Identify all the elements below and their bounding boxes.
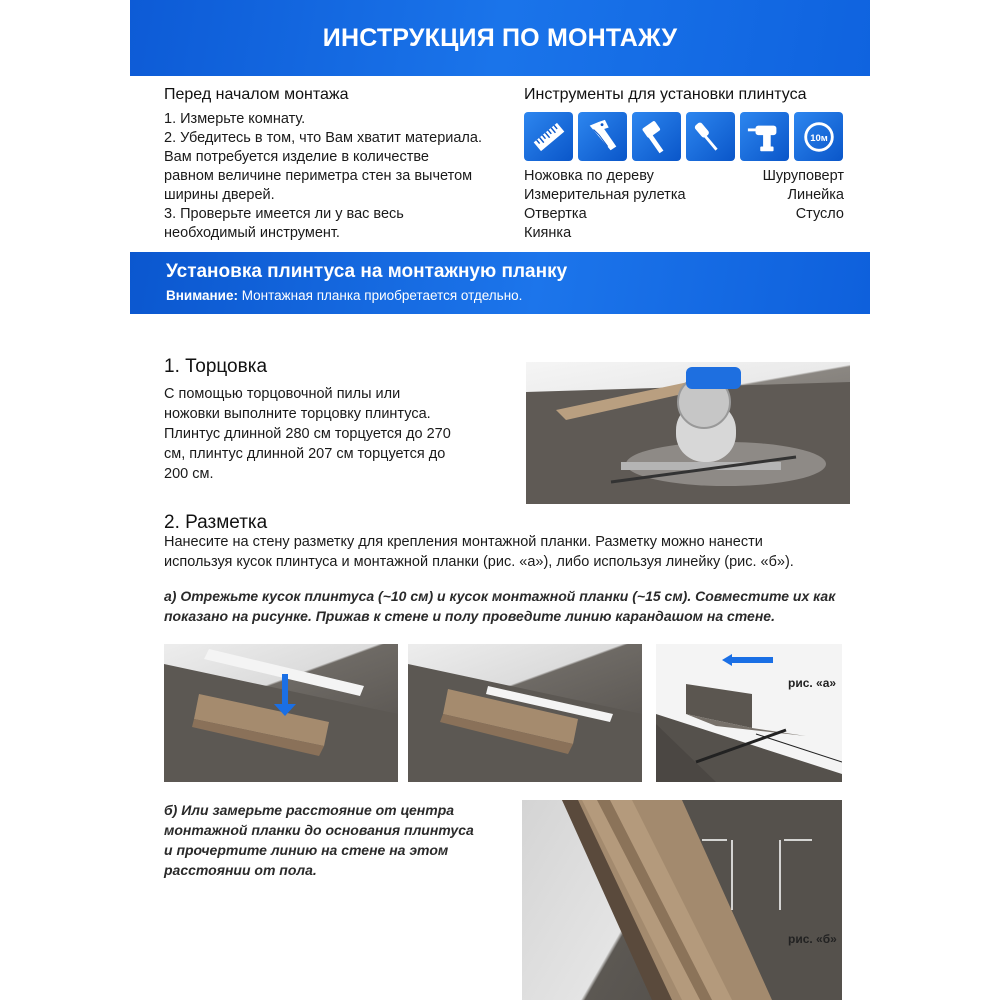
- tool-item: Ножовка по дереву: [524, 168, 654, 184]
- tool-item: Шуруповерт: [762, 168, 844, 184]
- instruction-page: [130, 0, 870, 1000]
- tape-measure-icon: [794, 112, 843, 161]
- saw-icon: [578, 112, 627, 161]
- option-b-text: [164, 800, 474, 880]
- step2-line: используя кусок плинтуса и монтажной планки (рис. «а»), либо используя линейку (рис. «б»).: [164, 554, 794, 570]
- before-line: ширины дверей.: [164, 187, 275, 203]
- drill-icon: [740, 112, 789, 161]
- caption-b: рис. «б»: [788, 932, 837, 946]
- tools-list-left: [524, 167, 686, 243]
- step2-title: 2. Разметка: [164, 512, 268, 533]
- option-a-photo-1: [164, 644, 398, 782]
- tools-title: Инструменты для установки плинтуса: [524, 86, 807, 103]
- before-line: 2. Убедитесь в том, что Вам хватит материала.: [164, 130, 482, 146]
- option-b-line: монтажной планки до основания плинтуса: [164, 822, 474, 838]
- tape-measure-label: 10м: [809, 132, 828, 144]
- tool-item: Отвертка: [524, 206, 587, 222]
- step2-line: Нанесите на стену разметку для крепления монтажной планки. Разметку можно нанести: [164, 534, 763, 550]
- step1-line: С помощью торцовочной пилы или: [164, 386, 401, 402]
- step1-line: см, плинтус длинной 207 см торцуется до: [164, 446, 446, 462]
- note-bold: Внимание:: [166, 288, 238, 303]
- step1-title: 1. Торцовка: [164, 356, 268, 377]
- before-line: 3. Проверьте имеется ли у вас весь: [164, 206, 404, 222]
- screwdriver-icon: [686, 112, 735, 161]
- step1-line: ножовки выполните торцовку плинтуса.: [164, 406, 431, 422]
- option-b-line: расстоянии от пола.: [164, 862, 317, 878]
- before-line: Вам потребуется изделие в количестве: [164, 149, 429, 165]
- note-text: Монтажная планка приобретается отдельно.: [237, 288, 523, 303]
- before-line: равном величине периметра стен за вычетом: [164, 168, 473, 184]
- miter-saw-photo: [526, 362, 850, 504]
- tools-list-right: [763, 167, 844, 224]
- caption-a: рис. «а»: [788, 676, 837, 690]
- step2-text: [164, 532, 794, 572]
- option-a-line: показано на рисунке. Прижав к стене и полу проведите линию карандашом на стене.: [164, 608, 775, 624]
- section-title: Установка плинтуса на монтажную планку: [166, 261, 568, 282]
- mallet-icon: [632, 112, 681, 161]
- before-title: Перед началом монтажа: [164, 86, 349, 103]
- header-banner: [130, 0, 870, 76]
- step1-text: [164, 384, 451, 484]
- tools-icons: [524, 112, 844, 162]
- option-b-line: б) Или замерьте расстояние от центра: [164, 802, 455, 818]
- ruler-icon: [524, 112, 573, 161]
- tool-item: Стусло: [795, 206, 844, 222]
- before-line: 1. Измерьте комнату.: [164, 111, 306, 127]
- option-a-text: [164, 586, 835, 626]
- step1-line: 200 см.: [164, 466, 214, 482]
- option-a-photo-3: [656, 644, 842, 782]
- option-b-line: и прочертите линию на стене на этом: [164, 842, 449, 858]
- tool-item: Киянка: [524, 225, 572, 241]
- tool-item: Измерительная рулетка: [524, 187, 686, 203]
- section-banner: [130, 252, 870, 314]
- tool-item: Линейка: [787, 187, 844, 203]
- section-note: [166, 288, 522, 303]
- page-title: ИНСТРУКЦИЯ ПО МОНТАЖУ: [322, 23, 678, 52]
- before-list: [164, 110, 514, 243]
- step1-line: Плинтус длинной 280 см торцуется до 270: [164, 426, 451, 442]
- before-line: необходимый инструмент.: [164, 225, 340, 241]
- option-a-photo-2: [408, 644, 642, 782]
- option-b-photo: [522, 800, 842, 1000]
- option-a-line: а) Отрежьте кусок плинтуса (~10 см) и кусок монтажной планки (~15 см). Совместите их как: [164, 588, 836, 604]
